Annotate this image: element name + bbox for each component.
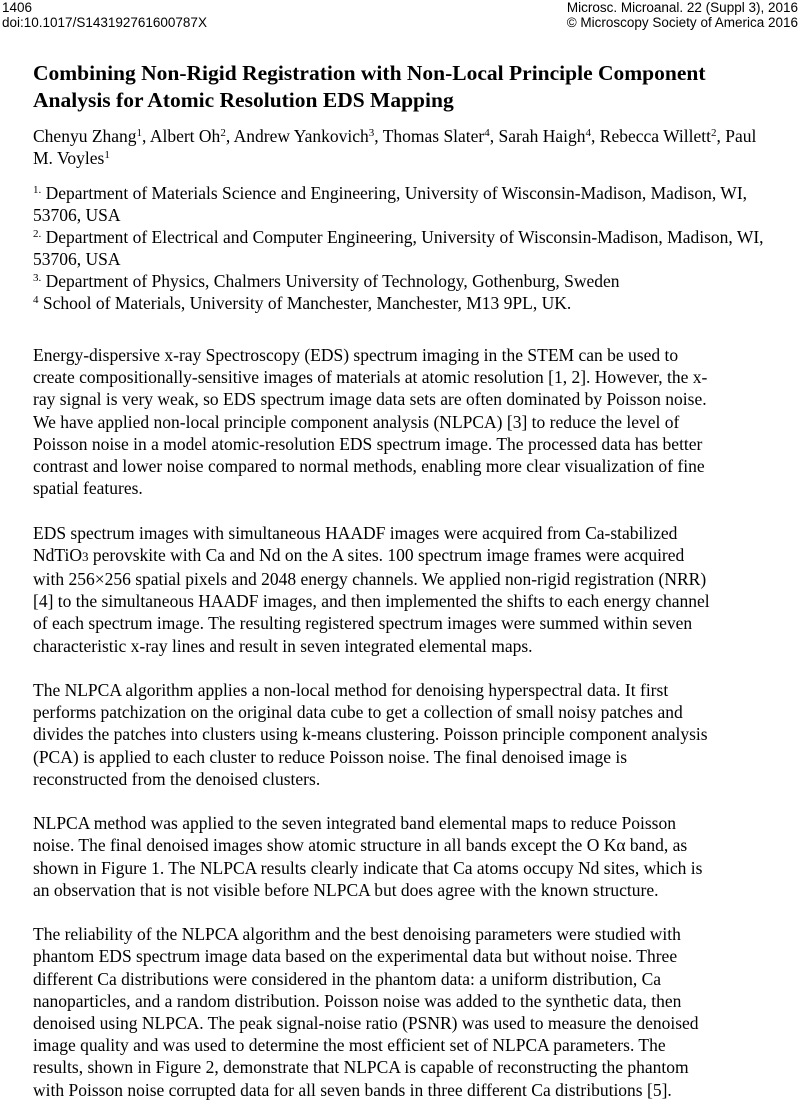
affiliation: $^{1.}$ Department of Materials Science and Engineering, University of Wisconsin-Madison, Madison, WI, 53706, USA [33, 183, 748, 225]
author: Rebecca Willett [599, 126, 711, 146]
affiliation: $^{2.}$ Department of Electrical and Computer Engineering, University of Wisconsin-Madison, Madison, WI, 53706, USA [33, 227, 764, 269]
header-left [2, 0, 207, 30]
author: Thomas Slater [382, 126, 485, 146]
author-list: Chenyu Zhang$^1$, Albert Oh$^2$, Andrew Yankovich$^3$, Thomas Slater$^4$, Sarah Haigh$^4$, Rebecca Willett$^2$, Paul M. Voyles$^1$ [33, 126, 757, 168]
author: Paul M. Voyles [33, 126, 757, 168]
paragraph-intro: Energy-dispersive x-ray Spectroscopy (EDS) spectrum imaging in the STEM can be used to create compositionally-sensitive images of materials at atomic resolution [1, 2]. However, the x- ray signal is very weak, so EDS spectrum image data sets are often dominated by Poisson noise. We have applied non-local principle component analysis (NLPCA) [3] to reduce the level of Poisson noise in a model atomic-resolution EDS spectrum image. The processed data has better contrast and lower noise compared to normal methods, enabling more clear visualization of fine spatial features. [33, 345, 708, 499]
journal-citation: Microsc. Microanal. 22 (Suppl 3), 2016 [566, 0, 798, 15]
author: Andrew Yankovich [233, 126, 369, 146]
article [33, 60, 773, 1101]
paragraph-results: NLPCA method was applied to the seven integrated band elemental maps to reduce Poisson noise. The final denoised images show atomic structure in all bands except the O Kα band, as shown in Figure 1. The NLPCA results clearly indicate that Ca atoms occupy Nd sites, which is an observation that is not visible before NLPCA but does agree with the known structure. [33, 813, 703, 900]
page-title: Combining Non-Rigid Registration with Non-Local Principle Component Analysis for Atomic Resolution EDS Mapping [33, 61, 706, 112]
paragraph-reliability: The reliability of the NLPCA algorithm and the best denoising parameters were studied with phantom EDS spectrum image data based on the experimental data but without noise. Three different Ca distributions were considered in the phantom data: a uniform distribution, Ca nanoparticles, and a random distribution. Poisson noise was added to the synthetic data, then denoised using NLPCA. The peak signal-noise ratio (PSNR) was used to measure the denoised image quality and was used to determine the most efficient set of NLPCA parameters. The results, shown in Figure 2, demonstrate that NLPCA is capable of reconstructing the phantom with Poisson noise corrupted data for all seven bands in three different Ca distributions [5]. [33, 924, 699, 1100]
header-right [567, 0, 798, 30]
author: Albert Oh [149, 126, 221, 146]
affiliation: $^4$ School of Materials, University of Manchester, Manchester, M13 9PL, UK. [33, 293, 572, 313]
affiliation-list [33, 182, 773, 314]
paragraph-algorithm: The NLPCA algorithm applies a non-local method for denoising hyperspectral data. It first performs patchization on the original data cube to get a collection of small noisy patches and divides the patches into clusters using k-means clustering. Poisson principle component analysis (PCA) is applied to each cluster to reduce Poisson noise. The final denoised image is reconstructed from the denoised clusters. [33, 680, 708, 789]
copyright: © Microscopy Society of America 2016 [566, 15, 798, 30]
doi: doi:10.1017/S143192761600787X [2, 15, 207, 30]
author: Chenyu Zhang [33, 126, 137, 146]
affiliation: $^{3.}$ Department of Physics, Chalmers University of Technology, Gothenburg, Sweden [33, 271, 620, 291]
page-number: 1406 [2, 0, 33, 15]
paragraph-acquisition: EDS spectrum images with simultaneous HAADF images were acquired from Ca-stabilized NdTiO3 perovskite with Ca and Nd on the A sites. 100 spectrum image frames were acquired with 256×256 spatial pixels and 2048 energy channels. We applied non-rigid registration (NRR) [4] to the simultaneous HAADF images, and then implemented the shifts to each energy channel of each spectrum image. The resulting registered spectrum images were summed within seven characteristic x-ray lines and result in seven integrated elemental maps. [33, 522, 710, 656]
author: Sarah Haigh [498, 126, 586, 146]
